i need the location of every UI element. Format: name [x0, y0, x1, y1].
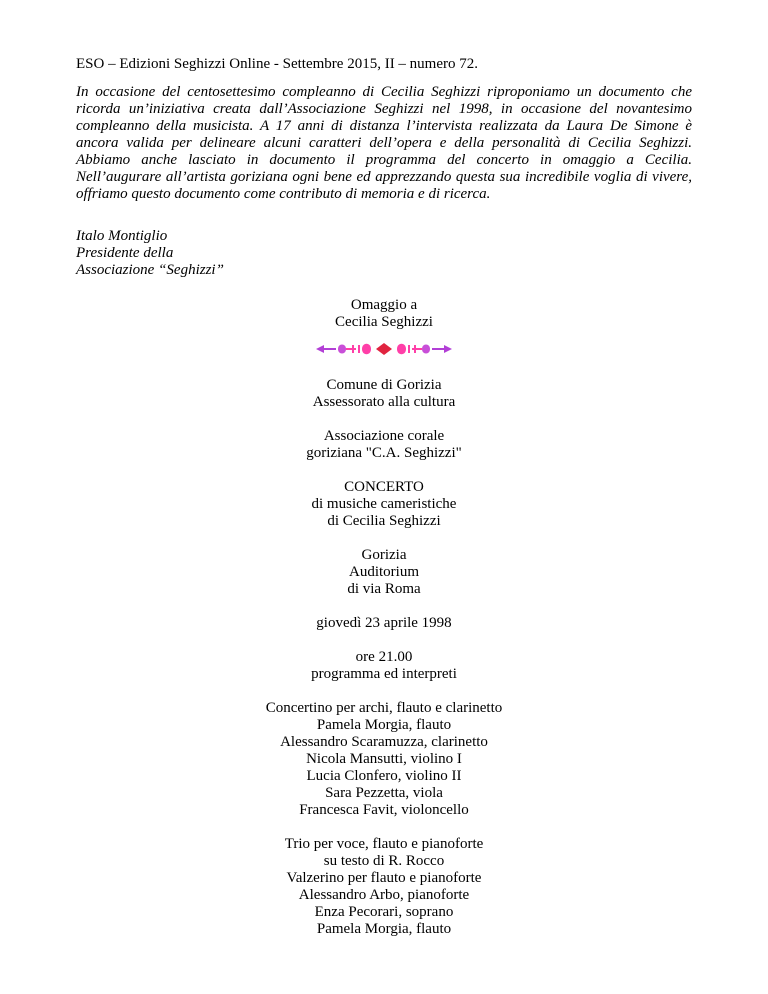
- concert-program: [184, 297, 584, 955]
- association-block: Associazione corale goriziana "C.A. Seghizzi": [306, 428, 462, 461]
- concert-block: CONCERTO di musiche cameristiche di Cecilia Seghizzi: [311, 479, 457, 529]
- intro-paragraph: In occasione del centosettesimo compleanno di Cecilia Seghizzi riproponiamo un documento che ricorda un’iniziativa creata dall’Associazione Seghizzi nel 1998, in occasione del novantesimo compleanno della musicista. A 17 anni di distanza l’intervista realizzata da Laura De Simone è ancora valida per delineare alcuni caratteri dell’opera e della personalità di Cecilia Seghizzi. Abbiamo anche lasciato in documento il programma del concerto in omaggio a Cecilia. Nell’augurare all’artista goriziana ogni bene ed apprezzando questa sua incredibile voglia di vivere, offriamo questo documento come contributo di memoria e di ricerca.: [76, 84, 692, 202]
- program-title: Omaggio a Cecilia Seghizzi: [335, 297, 433, 330]
- piece-concertino: Concertino per archi, flauto e clarinetto Pamela Morgia, flauto Alessandro Scaramuzza, clarinetto Nicola Mansutti, violino I Lucia Clonfero, violino II Sara Pezzetta, viola Francesca Favit, violoncello: [265, 700, 503, 818]
- signature-role: Presidente della: [76, 245, 174, 261]
- signature-org: Associazione “Seghizzi”: [76, 262, 224, 278]
- piece-trio: Trio per voce, flauto e pianoforte su testo di R. Rocco Valzerino per flauto e pianoforte Alessandro Arbo, pianoforte Enza Pecorari, soprano Pamela Morgia, flauto: [284, 836, 484, 937]
- signature-name: Italo Montiglio: [76, 228, 168, 244]
- time-block: ore 21.00 programma ed interpreti: [311, 649, 457, 682]
- decorative-ornament-icon: [184, 339, 584, 359]
- date-block: giovedì 23 aprile 1998: [316, 615, 452, 631]
- organizer-block: Comune di Gorizia Assessorato alla cultura: [312, 377, 456, 410]
- publication-header: ESO – Edizioni Seghizzi Online - Settembre 2015, II – numero 72.: [76, 56, 479, 72]
- signature-block: [76, 228, 224, 279]
- venue-block: Gorizia Auditorium di via Roma: [347, 547, 421, 597]
